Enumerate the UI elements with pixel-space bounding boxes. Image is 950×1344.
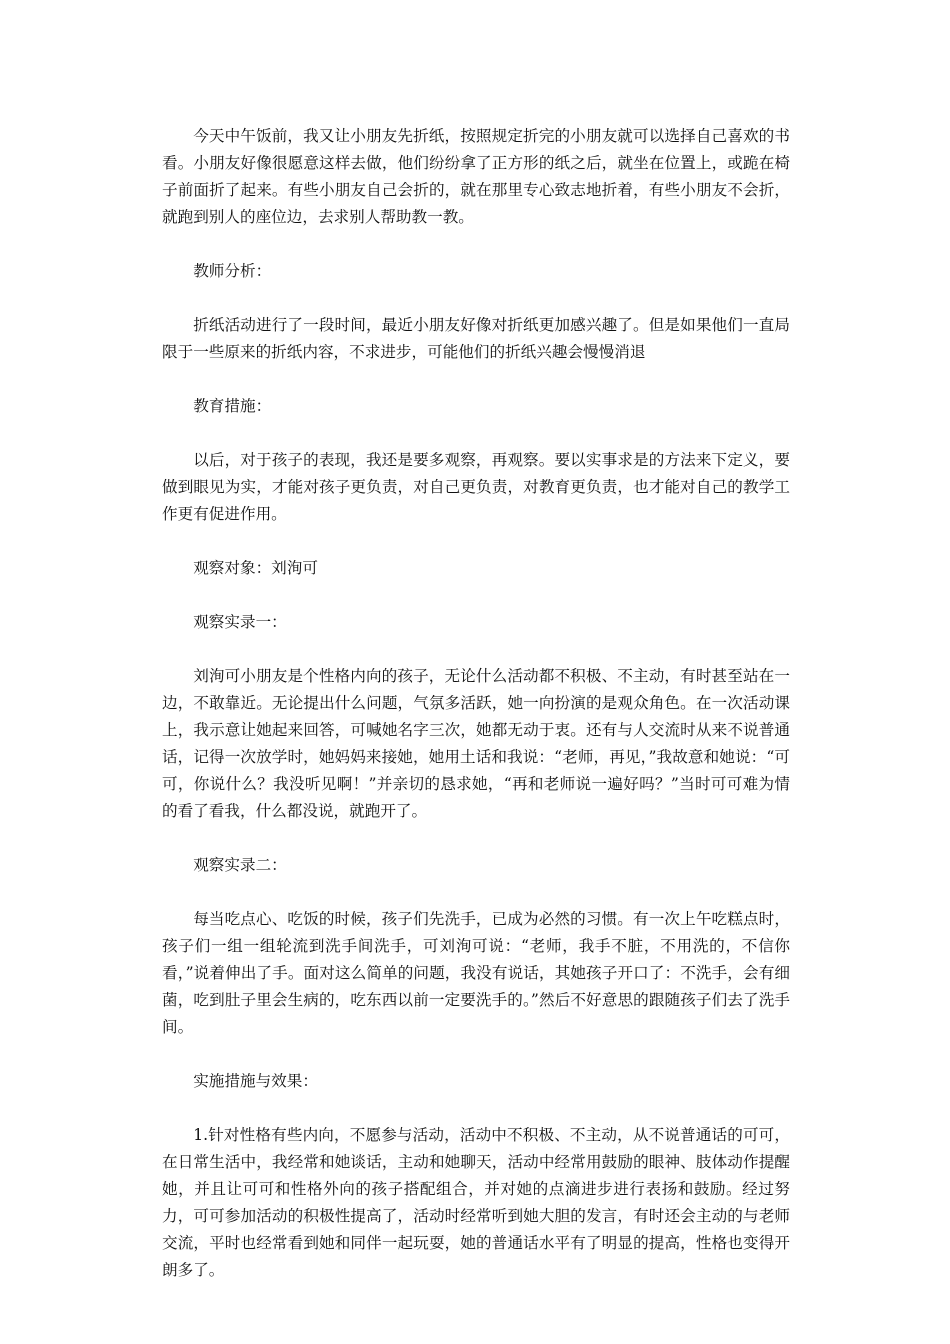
paragraph-observation-record-two: 每当吃点心、吃饭的时候，孩子们先洗手，已成为必然的习惯。有一次上午吃糕点时，孩子们一组一组轮流到洗手间洗手，可刘洵可说：“老师，我手不脏，不用洗的，不信你看，”说着伸出了手。面对这么简单的问题，我没有说话，其她孩子开口了：不洗手，会有细菌，吃到肚子里会生病的，吃东西以前一定要洗手的。”然后不好意思的跟随孩子们去了洗手间。 [162,910,790,1036]
heading-observation-subject: 观察对象：刘洵可 [193,559,318,577]
paragraph-origami-observation: 今天中午饭前，我又让小朋友先折纸，按照规定折完的小朋友就可以选择自己喜欢的书看。小朋友好像很愿意这样去做，他们纷纷拿了正方形的纸之后，就坐在位置上，或跪在椅子前面折了起来。有些小朋友自己会折的，就在那里专心致志地折着，有些小朋友不会折，就跑到别人的座位边，去求别人帮助教一教。 [162,127,790,226]
heading-observation-record-one: 观察实录一： [193,613,287,631]
paragraph-education-measures: 以后，对于孩子的表现，我还是要多观察，再观察。要以实事求是的方法来下定义，要做到眼见为实，才能对孩子更负责，对自己更负责，对教育更负责，也才能对自己的教学工作更有促进作用。 [162,451,790,523]
paragraph-teacher-analysis: 折纸活动进行了一段时间，最近小朋友好像对折纸更加感兴趣了。但是如果他们一直局限于一些原来的折纸内容，不求进步，可能他们的折纸兴趣会慢慢消退 [162,316,790,361]
paragraph-observation-record-one: 刘洵可小朋友是个性格内向的孩子，无论什么活动都不积极、不主动，有时甚至站在一边，不敢靠近。无论提出什么问题，气氛多活跃，她一向扮演的是观众角色。在一次活动课上，我示意让她起来回答，可喊她名字三次，她都无动于衷。还有与人交流时从来不说普通话，记得一次放学时，她妈妈来接她，她用土话和我说：“老师，再见，”我故意和她说：“可可，你说什么？我没听见啊！”并亲切的恳求她，“再和老师说一遍好吗？”当时可可难为情的看了看我，什么都没说，就跑开了。 [162,667,790,820]
document-body [162,123,790,1311]
heading-teacher-analysis: 教师分析： [193,262,272,280]
heading-education-measures: 教育措施： [193,397,272,415]
heading-measures-and-effects: 实施措施与效果： [193,1072,318,1090]
heading-observation-record-two: 观察实录二： [193,856,287,874]
paragraph-measures-and-effects: 1.针对性格有些内向，不愿参与活动，活动中不积极、不主动，从不说普通话的可可，在日常生活中，我经常和她谈话，主动和她聊天，活动中经常用鼓励的眼神、肢体动作提醒她，并且让可可和性格外向的孩子搭配组合，并对她的点滴进步进行表扬和鼓励。经过努力，可可参加活动的积极性提高了，活动时经常听到她大胆的发言，有时还会主动的与老师交流，平时也经常看到她和同伴一起玩耍，她的普通话水平有了明显的提高，性格也变得开朗多了。 [162,1126,790,1279]
